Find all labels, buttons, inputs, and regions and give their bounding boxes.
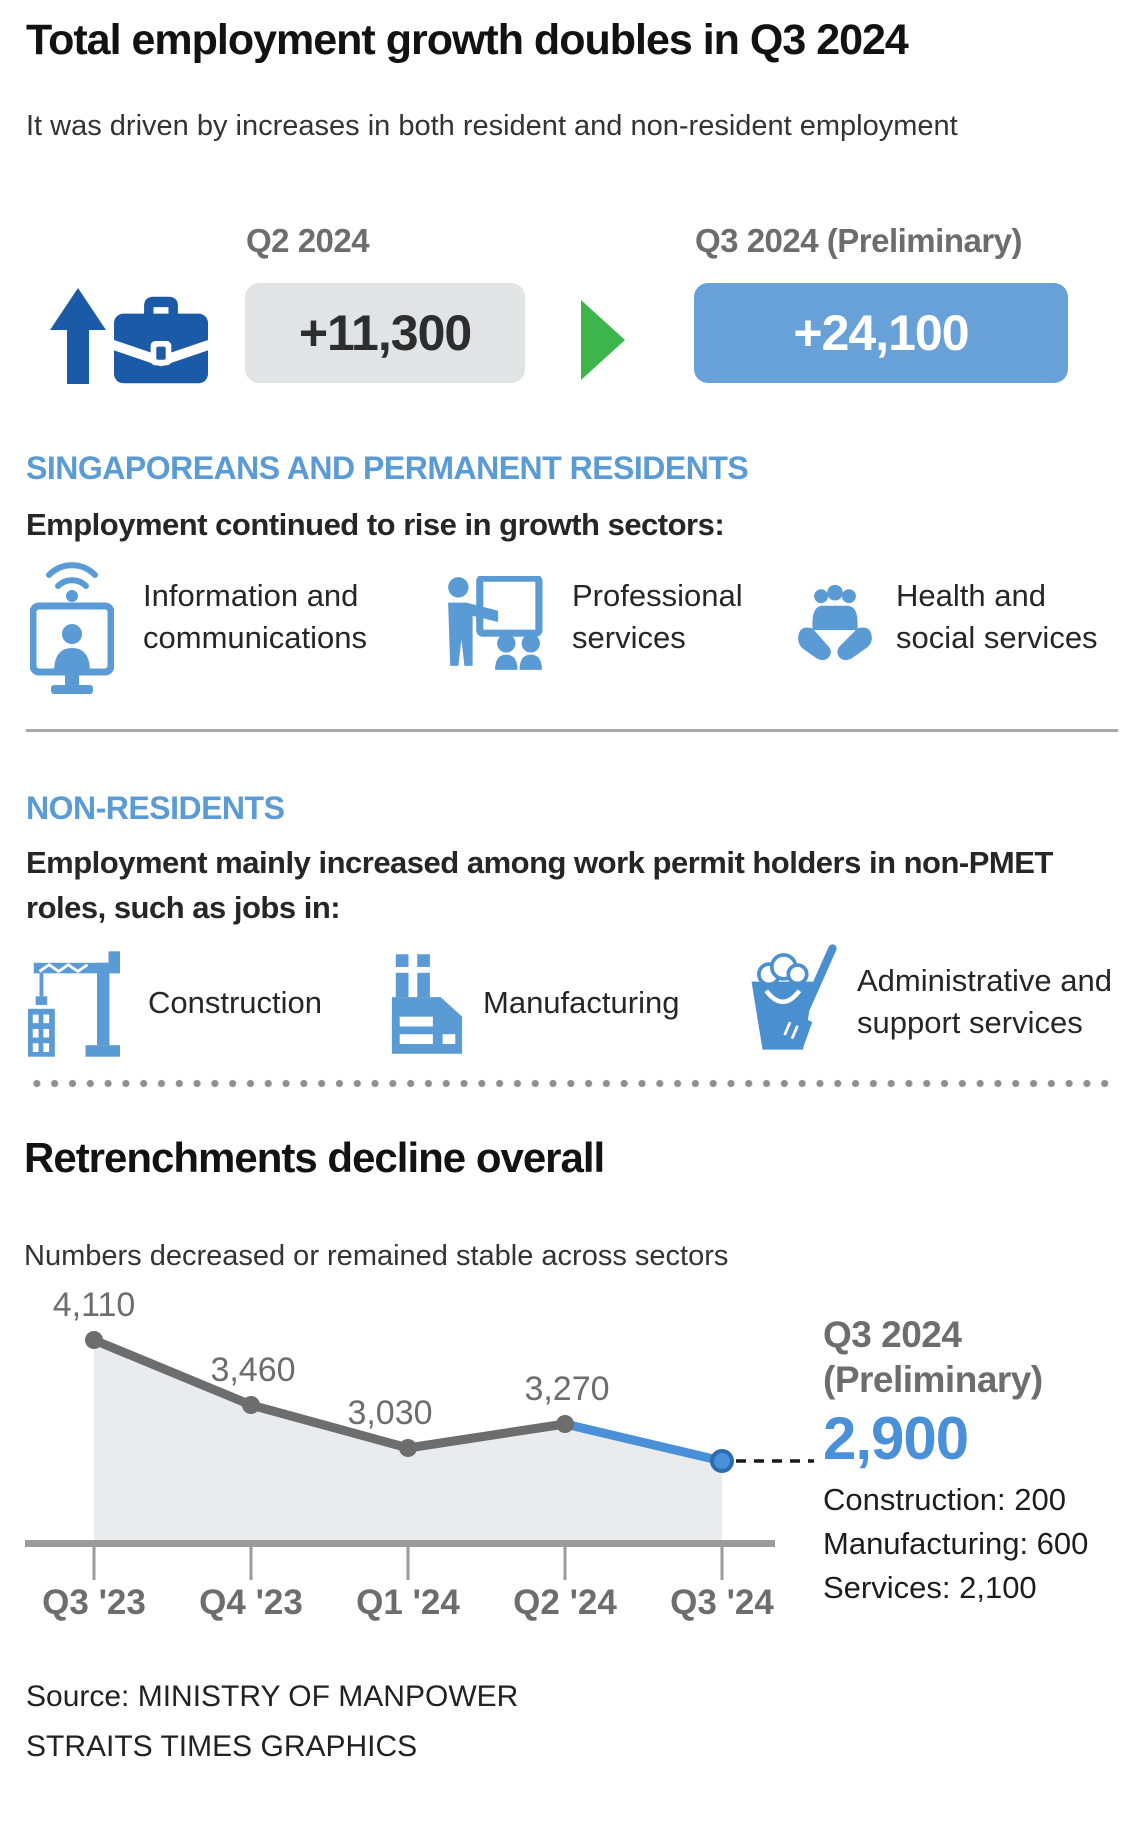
chart-category-label: Q1 '24 <box>356 1583 460 1622</box>
breakdown-manufacturing: Manufacturing: 600 <box>823 1526 1089 1561</box>
callout-period-line2: (Preliminary) <box>823 1359 1043 1400</box>
green-arrow-icon <box>581 300 625 380</box>
video-call-icon <box>30 560 114 702</box>
residents-intro: Employment continued to rise in growth sectors: <box>26 507 725 542</box>
chart-category-label: Q4 '23 <box>199 1583 303 1622</box>
sector-label-infocomm: Information and communications <box>143 578 367 655</box>
briefcase-icon <box>114 296 208 384</box>
sector-label-construction: Construction <box>148 985 323 1020</box>
callout-breakdown <box>823 1478 1088 1610</box>
q2-value: +11,300 <box>298 305 472 361</box>
sector-label-health: Health and social services <box>896 578 1098 655</box>
non-residents-intro: Employment mainly increased among work permit holders in non-PMET roles, such as jobs in: <box>26 845 1053 925</box>
page-subtitle: It was driven by increases in both resident and non-resident employment <box>26 110 958 142</box>
sector-label-professional: Professional services <box>572 578 743 655</box>
caring-hands-icon <box>795 580 875 668</box>
callout-value: 2,900 <box>823 1405 969 1472</box>
crane-icon <box>28 950 120 1058</box>
chart-callout <box>823 1312 1088 1610</box>
chart-point <box>556 1415 574 1433</box>
factory-icon <box>388 953 466 1055</box>
source-line: Source: MINISTRY OF MANPOWER <box>26 1680 519 1713</box>
breakdown-construction: Construction: 200 <box>823 1482 1066 1517</box>
q3-value: +24,100 <box>793 305 969 361</box>
cleaning-icon <box>746 942 838 1058</box>
chart-point <box>85 1331 103 1349</box>
callout-period-line1: Q3 2024 <box>823 1314 962 1355</box>
presenter-icon <box>441 576 543 670</box>
sector-label-manufacturing: Manufacturing <box>483 985 680 1020</box>
dotted-divider <box>28 1079 1114 1088</box>
graphics-credit-line: STRAITS TIMES GRAPHICS <box>26 1730 418 1763</box>
source-credit <box>26 1672 518 1772</box>
non-residents-heading: NON-RESIDENTS <box>26 790 285 826</box>
chart-category-label: Q3 '24 <box>670 1583 774 1622</box>
chart-value-label: 3,270 <box>524 1370 610 1408</box>
retrenchments-subtitle: Numbers decreased or remained stable across sectors <box>24 1240 729 1272</box>
chart-point <box>399 1439 417 1457</box>
section-divider <box>26 729 1118 732</box>
residents-heading: SINGAPOREANS AND PERMANENT RESIDENTS <box>26 450 749 486</box>
chart-value-label: 3,030 <box>347 1394 433 1432</box>
chart-x-axis <box>25 1540 775 1547</box>
q2-value-box <box>245 283 525 383</box>
chart-point <box>242 1396 260 1414</box>
up-arrow-icon <box>50 288 106 384</box>
chart-category-label: Q3 '23 <box>42 1583 146 1622</box>
chart-value-label: 3,460 <box>210 1351 296 1389</box>
q3-period-label: Q3 2024 (Preliminary) <box>695 222 1023 259</box>
chart-value-label: 4,110 <box>52 1288 136 1324</box>
chart-category-label: Q2 '24 <box>513 1583 617 1622</box>
q2-period-label: Q2 2024 <box>246 222 370 259</box>
retrenchments-title: Retrenchments decline overall <box>24 1134 605 1181</box>
page-title: Total employment growth doubles in Q3 2024 <box>26 16 908 64</box>
chart-point-highlight <box>712 1451 732 1471</box>
breakdown-services: Services: 2,100 <box>823 1570 1037 1605</box>
q3-value-box <box>694 283 1068 383</box>
sector-label-admin-support: Administrative and support services <box>857 963 1113 1040</box>
